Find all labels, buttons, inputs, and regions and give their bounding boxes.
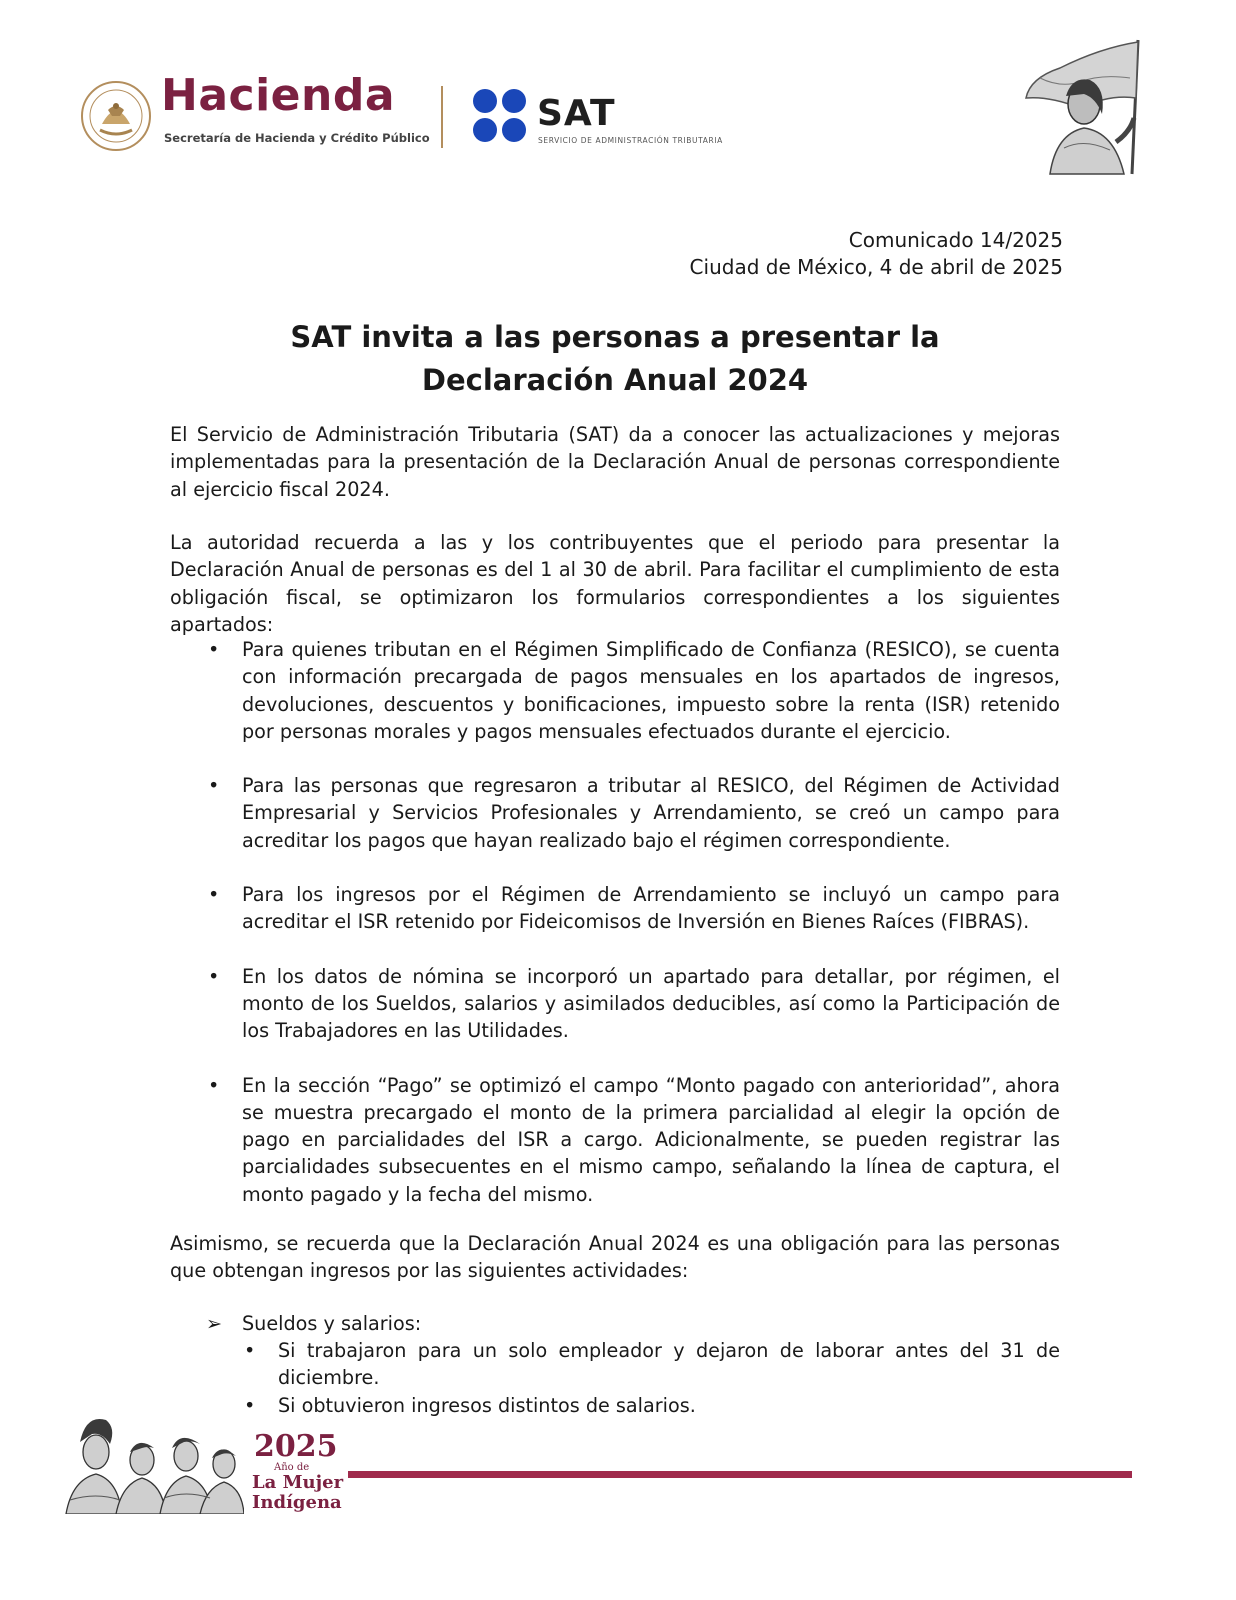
bullet-icon: •	[208, 774, 220, 798]
header-divider	[441, 86, 443, 148]
list-item: • Si trabajaron para un solo empleador y dejaron de laborar antes del 31 de diciembre.	[244, 1339, 1060, 1390]
document-title	[170, 316, 1060, 402]
activity-item-salaries: ➢ Sueldos y salarios:	[170, 1310, 1060, 1337]
footer-divider	[348, 1471, 1132, 1478]
bullet-icon: •	[208, 1073, 220, 1097]
sat-logo-text: SAT	[537, 93, 616, 134]
bullet-icon: •	[208, 883, 220, 907]
bullet-icon: •	[208, 964, 220, 988]
list-item: • Para los ingresos por el Régimen de Arrendamiento se incluyó un campo para acreditar el ISR retenido por Fideicomisos de Inversión en Bienes Raíces (FIBRAS).	[208, 883, 1060, 934]
footer-caption-line-3: Indígena	[252, 1492, 342, 1513]
place-date: Ciudad de México, 4 de abril de 2025	[689, 255, 1063, 279]
title-line-2: Declaración Anual 2024	[421, 363, 809, 397]
paragraph-intro: El Servicio de Administración Tributaria (SAT) da a conocer las actualizaciones y mejoras implementadas para la presentación de la Declaración Anual de personas correspondiente al ejercicio fiscal 2024.	[170, 423, 1060, 501]
arrow-bullet-icon: ➢	[206, 1312, 223, 1335]
list-item: • Para quienes tributan en el Régimen Simplificado de Confianza (RESICO), se cuenta con información precargada de pagos mensuales en los apartados de ingresos, devoluciones, descuentos y bonificaciones, impuesto sobre la renta (ISR) retenido por personas morales y pagos mensuales efectuados durante el ejercicio.	[208, 638, 1060, 743]
sat-subtitle: SERVICIO DE ADMINISTRACIÓN TRIBUTARIA	[538, 136, 723, 145]
list-item: • Si obtuvieron ingresos distintos de salarios.	[170, 1392, 1060, 1419]
communique-number: Comunicado 14/2025	[848, 228, 1063, 252]
list-item: • Para las personas que regresaron a tributar al RESICO, del Régimen de Actividad Empresarial y Servicios Profesionales y Arrendamiento, se creó un campo para acreditar los pagos que hayan realizado bajo el régimen correspondiente.	[208, 774, 1060, 852]
bullet-icon: •	[244, 1393, 256, 1417]
paragraph-obligation: Asimismo, se recuerda que la Declaración Anual 2024 es una obligación para las personas que obtengan ingresos por las siguientes actividades:	[170, 1232, 1060, 1283]
footer-year-caption: Año de	[274, 1462, 310, 1473]
bullet-icon: •	[244, 1339, 256, 1362]
list-item: • En la sección “Pago” se optimizó el campo “Monto pagado con anterioridad”, ahora se muestra precargado el monto de la primera parcialidad al elegir la opción de pago en parcialidades del ISR a cargo. Adicionalmente, se pueden registrar las parcialidades subsecuentes en el mismo campo, señalando la línea de captura, el monto pagado y la fecha del mismo.	[208, 1073, 1060, 1206]
hacienda-logo-text: Hacienda	[161, 70, 396, 121]
list-item: • En los datos de nómina se incorporó un apartado para detallar, por régimen, el monto de los Sueldos, salarios y asimilados deducibles, así como la Participación de los Trabajadores en las Utilidades.	[208, 964, 1060, 1043]
improvements-list	[170, 636, 1060, 1235]
indigenous-women-illustration	[62, 1408, 244, 1514]
hacienda-subtitle: Secretaría de Hacienda y Crédito Público	[164, 131, 430, 145]
paragraph-period: La autoridad recuerda a las y los contribuyentes que el periodo para presentar la Declaración Anual de personas es del 1 al 30 de abril. Para facilitar el cumplimiento de esta obligación fiscal, se optimizaron los formularios correspondientes a los siguientes apartados:	[170, 531, 1060, 636]
sat-logo-icon	[472, 88, 528, 144]
footer-caption-line-2: La Mujer	[252, 1472, 344, 1493]
salaries-sublist	[170, 1337, 1060, 1419]
bullet-icon: •	[208, 638, 220, 661]
woman-with-flag-illustration	[1020, 38, 1170, 180]
title-line-1: SAT invita a las personas a presentar la	[290, 320, 940, 354]
footer-year: 2025	[254, 1429, 338, 1464]
mexico-seal-icon	[80, 80, 152, 152]
